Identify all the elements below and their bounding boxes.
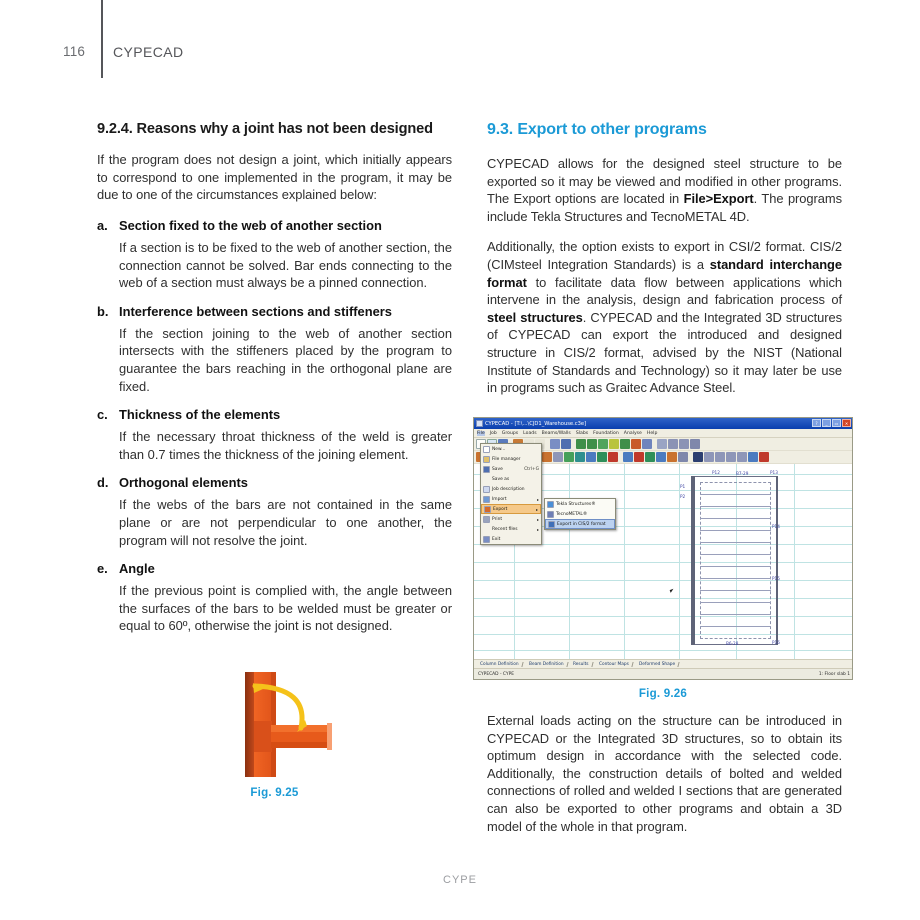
- reason-item-d: [97, 474, 452, 549]
- beam-line: [700, 578, 771, 579]
- submenu-item-tekla[interactable]: [545, 499, 615, 509]
- beam-line: [700, 542, 771, 543]
- reason-e-marker: e.: [97, 561, 108, 577]
- plan-label-p14: P14: [772, 524, 780, 529]
- menu-item-import-label: Import: [492, 496, 507, 502]
- submenu-item-tecnometal-label: TecnoMETAL®: [556, 511, 588, 517]
- plan-label-p15: P15: [772, 576, 780, 581]
- submenu-item-cis2-label: Export in CIS/2 format: [557, 521, 606, 527]
- reason-d-heading: [97, 474, 452, 491]
- chart-tool-icon[interactable]: [586, 452, 596, 462]
- polygon-tool-icon[interactable]: [645, 452, 655, 462]
- maximize-button[interactable]: ▭: [832, 419, 841, 427]
- beam-line: [700, 506, 771, 507]
- circle-tool-icon[interactable]: [623, 452, 633, 462]
- right-column-bottom: [487, 712, 842, 835]
- left-column: [97, 120, 452, 646]
- tab-results-label: Results: [573, 661, 589, 667]
- tekla-icon: [547, 501, 554, 508]
- menu-file[interactable]: File: [477, 430, 485, 436]
- app-icon: [476, 420, 483, 427]
- export-paragraph-2: [487, 238, 842, 396]
- chevron-right-icon: ▸: [536, 496, 539, 502]
- header-divider: [101, 0, 103, 78]
- menu-item-new-label: New...: [492, 446, 506, 452]
- plan-label-b7: B7-29: [736, 471, 749, 476]
- blank-icon: [483, 526, 490, 533]
- beam-bottom-flange: [271, 742, 330, 748]
- tab-beam-definition-label: Beam Definition: [528, 661, 564, 667]
- new-document-icon: [483, 446, 490, 453]
- grid-line-h: [474, 650, 853, 651]
- delete-tool-icon[interactable]: [608, 452, 618, 462]
- link-tool-icon[interactable]: [678, 452, 688, 462]
- grid-line-h: [474, 562, 853, 563]
- menu-analyse[interactable]: Analyse: [623, 430, 642, 436]
- right-column: [487, 120, 842, 397]
- tecnometal-icon: [547, 511, 554, 518]
- select-icon[interactable]: [550, 439, 560, 449]
- figure-926-caption: Fig. 9.26: [638, 687, 688, 700]
- reason-c-title: Thickness of the elements: [119, 407, 281, 423]
- reason-b-heading: [97, 303, 452, 320]
- zoom-in-icon[interactable]: [598, 439, 608, 449]
- menu-item-file-manager[interactable]: [481, 454, 541, 464]
- reason-b-marker: b.: [97, 303, 109, 319]
- menu-item-new[interactable]: [481, 444, 541, 454]
- reason-a-body: If a section is to be fixed to the web of another section, the connection cannot be solved. Bar ends connecting to the web of a section must always be a pinned connection.: [119, 240, 452, 291]
- reason-a-title: Section fixed to the web of another section: [119, 218, 382, 234]
- reason-c-body: If the necessary throat thickness of the weld is greater than 0.7 times the thickness of the joining element.: [119, 429, 452, 462]
- page-header: [0, 0, 920, 100]
- grid-line-h: [474, 598, 853, 599]
- submenu-item-cis2[interactable]: [545, 519, 615, 529]
- export-icon[interactable]: [759, 452, 769, 462]
- beam-line: [700, 614, 771, 615]
- steel-structures-term: steel structures: [487, 309, 583, 325]
- close-button[interactable]: ✕: [842, 419, 851, 427]
- menu-item-save[interactable]: [481, 464, 541, 474]
- beam-line: [700, 626, 771, 627]
- reason-item-e: [97, 560, 452, 635]
- menu-item-import[interactable]: [481, 494, 541, 504]
- grid-line-h: [474, 616, 853, 617]
- plan-label-b6: B6-28: [726, 641, 739, 646]
- cypecad-application-window: [473, 417, 853, 680]
- menu-item-file-manager-label: File manager: [492, 456, 521, 462]
- tab-column-definition[interactable]: [476, 662, 523, 667]
- menu-item-print-label: Print: [492, 516, 503, 522]
- beam-line: [700, 566, 771, 567]
- stair-tool-icon[interactable]: [542, 452, 552, 462]
- external-loads-paragraph: External loads acting on the structure can be introduced in CYPECAD or the Integrated 3D structures, so to obtain its optimum design in accordance with the selected code. Additionally, the construction details of bolted and welded connections of rolled and welded I sections that are generated can also be exported to other programs and obtain a 3D model of the whole in that program.: [487, 713, 842, 834]
- export-p2-part3: . CYPECAD and the Integrated 3D structures of CYPECAD can export the introduced and designed structure in CIS/2 format, advised by the NIST (National Institute of Standards and Technology) so it may later be use in programs such as Graitec Advance Steel.: [487, 309, 842, 396]
- minimize-button[interactable]: _: [822, 419, 831, 427]
- text-tool-icon[interactable]: [667, 452, 677, 462]
- section-heading-924: 9.2.4. Reasons why a joint has not been designed: [97, 121, 433, 137]
- window-title-text: CYPECAD - [T:\...\CJD1_Warehouse.c3e]: [485, 420, 587, 427]
- render-icon[interactable]: [748, 452, 758, 462]
- chevron-right-icon: ▸: [536, 516, 539, 522]
- intro-paragraph: If the program does not design a joint, which initially appears to correspond to one implemented in the program, it may be due to one of the circumstances explained below:: [97, 152, 452, 203]
- reason-d-title: Orthogonal elements: [119, 475, 248, 491]
- menu-help[interactable]: Help: [646, 430, 658, 436]
- tab-deformed-shape-label: Deformed Shape: [638, 661, 675, 667]
- copy-tool-icon[interactable]: [564, 452, 574, 462]
- view-plan-icon[interactable]: [704, 452, 714, 462]
- beam-line: [700, 602, 771, 603]
- line-tool-icon[interactable]: [656, 452, 666, 462]
- exit-door-icon: [483, 536, 490, 543]
- flag-tool-icon[interactable]: [597, 452, 607, 462]
- export-p1-part2: . The programs include Tekla Structures and TecnoMETAL 4D.: [487, 191, 842, 224]
- snap-icon[interactable]: [657, 439, 667, 449]
- plan-label-p12: P12: [712, 470, 720, 475]
- menu-item-export[interactable]: [481, 504, 541, 514]
- tab-results[interactable]: [570, 662, 594, 667]
- pan-icon[interactable]: [620, 439, 630, 449]
- grid-line-v: [624, 464, 625, 662]
- view-front-icon[interactable]: [715, 452, 725, 462]
- menu-slabs[interactable]: Slabs: [575, 430, 589, 436]
- beam-line: [700, 554, 771, 555]
- menu-item-save-as[interactable]: [481, 474, 541, 484]
- reason-c-heading: [97, 406, 452, 423]
- tab-beam-definition[interactable]: [525, 662, 568, 667]
- page-number: 116: [63, 44, 86, 59]
- grid-line-v: [794, 464, 795, 662]
- menu-groups[interactable]: Groups: [501, 430, 519, 436]
- arc-tool-icon[interactable]: [634, 452, 644, 462]
- beam-line: [700, 590, 771, 591]
- printer-icon: [483, 516, 490, 523]
- figure-925: [97, 672, 452, 799]
- figure-926: [473, 417, 853, 700]
- export-p2-part1: Additionally, the option exists to export in CSI/2 format. CIS/2 (CIMsteel Integration Standards) is a: [487, 239, 842, 272]
- joint-illustration: [215, 672, 335, 777]
- view-side-icon[interactable]: [726, 452, 736, 462]
- reason-e-heading: [97, 560, 452, 577]
- zoom-out-icon[interactable]: [609, 439, 619, 449]
- floppy-disk-icon: [483, 466, 490, 473]
- reason-b-title: Interference between sections and stiffeners: [119, 303, 392, 319]
- zoom-all-icon[interactable]: [587, 439, 597, 449]
- file-menu-dropdown[interactable]: [480, 443, 542, 545]
- chevron-right-icon: ▸: [536, 526, 539, 532]
- menu-item-exit[interactable]: [481, 534, 541, 544]
- reason-d-marker: d.: [97, 475, 109, 491]
- figure-925-caption: Fig. 9.25: [250, 786, 299, 799]
- help-button[interactable]: ?: [812, 419, 821, 427]
- section-heading-93: 9.3. Export to other programs: [487, 121, 707, 138]
- wall-left: [691, 476, 695, 645]
- chevron-right-icon: ▸: [535, 506, 538, 512]
- zoom-window-icon[interactable]: [576, 439, 586, 449]
- layers-icon[interactable]: [561, 439, 571, 449]
- reason-item-c: [97, 406, 452, 463]
- page-running-title: CYPECAD: [113, 44, 184, 60]
- menu-item-recent-files[interactable]: [481, 524, 541, 534]
- reason-item-a: [97, 217, 452, 292]
- reason-d-body: If the webs of the bars are not contained in the same plane or are not perpendicular to one another, the program will not resolve the joint.: [119, 497, 452, 548]
- reason-e-body: If the previous point is complied with, the angle between the surfaces of the bars to be welded must be greater or equal to 60º, otherwise the joint is not designed.: [119, 583, 452, 634]
- window-titlebar: [474, 418, 852, 429]
- menu-bar: [474, 429, 852, 438]
- plan-label-p1: P1: [680, 484, 686, 489]
- grid-icon[interactable]: [642, 439, 652, 449]
- file-export-path: File>Export: [683, 191, 754, 207]
- view-iso-icon[interactable]: [737, 452, 747, 462]
- reason-c-marker: c.: [97, 407, 108, 423]
- measure-icon[interactable]: [668, 439, 678, 449]
- import-icon: [483, 496, 490, 503]
- view-3d-icon[interactable]: [693, 452, 703, 462]
- reason-a-heading: [97, 217, 452, 234]
- folder-icon: [483, 456, 490, 463]
- export-menu-icon: [484, 506, 491, 513]
- tab-deformed-shape[interactable]: [635, 662, 679, 667]
- mirror-tool-icon[interactable]: [575, 452, 585, 462]
- tab-contour-maps[interactable]: [595, 662, 633, 667]
- export-p1-part1: CYPECAD allows for the designed steel structure to be exported so it may be viewed and modified in other programs. The Export options are located in: [487, 156, 842, 207]
- export-submenu[interactable]: [544, 498, 616, 530]
- menu-item-recent-files-label: Recent files: [492, 526, 518, 532]
- angle-icon[interactable]: [690, 439, 700, 449]
- blank-icon: [483, 476, 490, 483]
- menu-item-save-shortcut: Ctrl+G: [524, 466, 539, 472]
- menu-beams-walls[interactable]: Beams/Walls: [541, 430, 571, 436]
- reason-b-body: If the section joining to the web of another section intersects with the stiffeners placed by the program to guarantee the bars reaching in the orthogonal plane are fixed.: [119, 325, 452, 394]
- window-controls: [812, 419, 851, 427]
- status-bar: [474, 668, 853, 679]
- grid-line-h: [474, 580, 853, 581]
- menu-job[interactable]: Job: [489, 430, 497, 436]
- description-icon: [483, 486, 490, 493]
- status-left-text: CYPECAD - CYPE: [478, 671, 515, 677]
- status-right-text: 1: Floor slab 1: [818, 671, 850, 677]
- menu-item-job-description[interactable]: [481, 484, 541, 494]
- dimension-icon[interactable]: [679, 439, 689, 449]
- submenu-item-tekla-label: Tekla Structures®: [556, 501, 596, 507]
- export-paragraph-1: [487, 155, 842, 225]
- beam-line: [700, 494, 771, 495]
- cis2-icon: [548, 521, 555, 528]
- plan-label-p16: P16: [772, 640, 780, 645]
- menu-item-save-as-label: Save as: [492, 476, 510, 482]
- grid-line-v: [569, 464, 570, 662]
- menu-item-save-label: Save: [492, 466, 503, 472]
- tab-column-definition-label: Column Definition: [480, 661, 519, 667]
- plan-label-p13: P13: [770, 470, 778, 475]
- page-footer: CYPE: [443, 874, 477, 886]
- beam-line: [700, 530, 771, 531]
- menu-item-exit-label: Exit: [492, 536, 501, 542]
- view-tab-bar: [474, 659, 853, 668]
- plan-label-p2: P2: [680, 494, 686, 499]
- tab-contour-maps-label: Contour Maps: [598, 661, 629, 667]
- export-p2-part2: to facilitate data flow between applications which intervene in the analysis, design and fabrication process of: [487, 274, 842, 308]
- menu-item-export-label: Export: [493, 506, 508, 512]
- submenu-item-tecnometal[interactable]: [545, 509, 615, 519]
- group-tool-icon[interactable]: [553, 452, 563, 462]
- wall-right: [776, 476, 778, 645]
- grid-line-h: [474, 634, 853, 635]
- menu-loads[interactable]: Loads: [523, 430, 537, 436]
- standard-interchange-format-term: standard interchange format: [487, 256, 843, 290]
- menu-item-job-description-label: Job description: [492, 486, 525, 492]
- reason-item-b: [97, 303, 452, 395]
- reason-e-title: Angle: [119, 561, 155, 577]
- redraw-icon[interactable]: [631, 439, 641, 449]
- menu-item-print[interactable]: [481, 514, 541, 524]
- reason-a-marker: a.: [97, 218, 108, 234]
- menu-foundation[interactable]: Foundation: [593, 430, 619, 436]
- beam-line: [700, 518, 771, 519]
- angle-arc-icon: [251, 680, 331, 735]
